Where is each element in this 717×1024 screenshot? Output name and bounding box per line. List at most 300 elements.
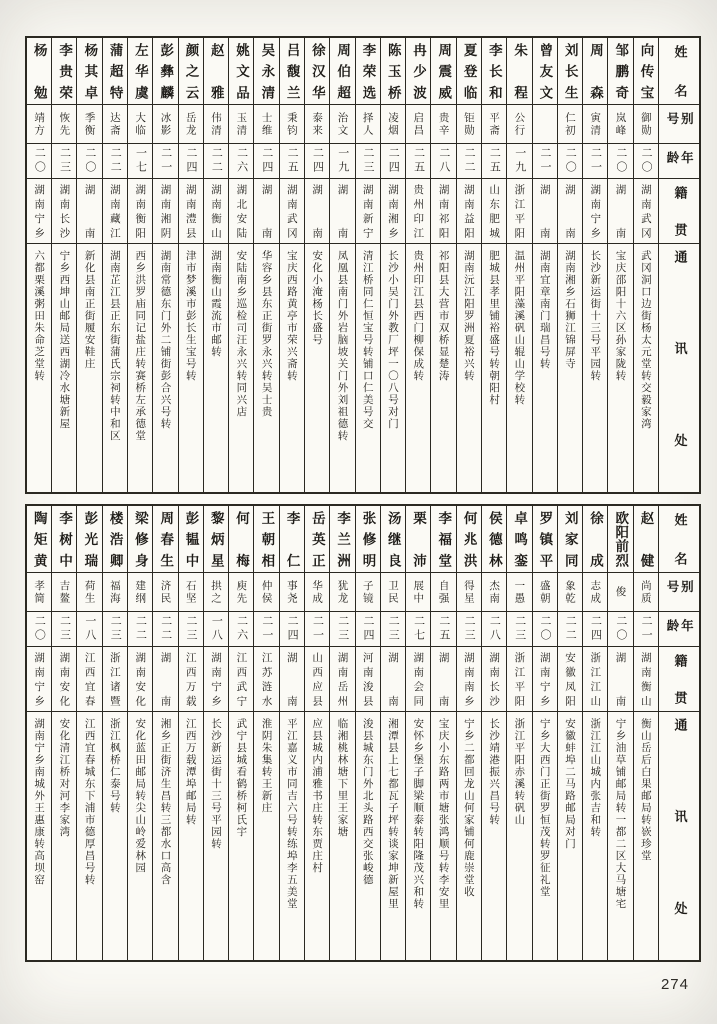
header-address-text: 通讯处	[672, 718, 688, 916]
entry-native-text: 湖南	[538, 184, 551, 238]
entry-alias-text: 志成	[589, 579, 602, 605]
entry-address-text: 贵州印江县西门柳保成转	[412, 250, 425, 382]
entry-alias-text: 平斋	[488, 111, 501, 137]
entry-name	[77, 506, 101, 573]
entry-address	[254, 244, 278, 492]
entry-age	[608, 612, 632, 647]
entry-address	[381, 712, 405, 960]
entry-address	[27, 244, 51, 492]
entry-age	[153, 612, 177, 647]
entry-native	[608, 647, 632, 712]
entry-native-text: 山西应县	[311, 652, 324, 706]
entry-column	[203, 38, 228, 492]
entry-alias-text: 石坚	[184, 579, 197, 605]
entry-address	[634, 244, 658, 492]
entry-alias-text: 俊	[614, 585, 627, 599]
entry-age	[533, 612, 557, 647]
entry-name-text: 蒲超特	[107, 43, 123, 99]
entry-address	[381, 244, 405, 492]
entry-name	[431, 506, 455, 573]
entry-address	[356, 712, 380, 960]
header-address	[659, 712, 699, 960]
entry-age	[128, 612, 152, 647]
entry-name-text: 陶矩黄	[31, 511, 47, 567]
entry-alias-text: 冰影	[159, 111, 172, 137]
entry-address-text: 安化蓝田邮局转尖山岭爱林园	[134, 718, 147, 874]
entry-address	[229, 712, 253, 960]
entry-address-text: 应县城内浦雅书庄转东贾庄村	[311, 718, 324, 874]
entry-native	[128, 647, 152, 712]
entry-alias-text: 尚质	[639, 579, 652, 605]
entry-age-text: 二一	[311, 615, 324, 643]
entry-native-text: 湖南南乡	[462, 652, 475, 706]
entry-native	[254, 647, 278, 712]
entry-native-text: 湖南祁阳	[437, 184, 450, 238]
header-age-text: 年龄	[664, 619, 694, 635]
entry-alias	[381, 573, 405, 612]
entry-address-text: 衡山岳后白果邮局转嵚珍堂	[639, 718, 652, 862]
entry-age	[179, 144, 203, 179]
entry-alias-text: 象乾	[563, 579, 576, 605]
entry-alias	[305, 105, 329, 144]
entry-alias-text: 御勋	[639, 111, 652, 137]
entry-age-text: 二〇	[83, 147, 96, 175]
entry-alias-text: 贵辛	[437, 111, 450, 137]
entry-native-text: 湖南	[260, 184, 273, 238]
entry-age-text: 二〇	[564, 147, 577, 175]
entry-native-text: 湖南武冈	[285, 184, 298, 238]
entry-name-text: 陈玉桥	[385, 43, 401, 99]
entry-native	[583, 647, 607, 712]
entry-alias	[608, 105, 632, 144]
entry-native	[153, 179, 177, 244]
entry-address-text: 湖南衡山霞流市邮转	[210, 250, 223, 358]
entry-age-text: 二一	[589, 147, 602, 175]
entry-column	[456, 38, 481, 492]
entry-age	[153, 144, 177, 179]
entry-name	[229, 506, 253, 573]
header-name	[659, 506, 699, 573]
entry-address	[280, 244, 304, 492]
entry-alias	[280, 573, 304, 612]
entry-native-text: 湖南	[311, 184, 324, 238]
entry-address	[330, 244, 354, 492]
header-name-text: 姓名	[672, 513, 688, 565]
entry-age-text: 二二	[134, 615, 147, 643]
entry-native	[558, 647, 582, 712]
entry-address	[507, 712, 531, 960]
entry-name-text: 何兆洪	[461, 511, 477, 567]
entry-native-text: 湖南	[336, 184, 349, 238]
entry-column	[228, 38, 253, 492]
entry-age	[381, 144, 405, 179]
entry-age	[27, 144, 51, 179]
entry-name-text: 彭韫中	[183, 511, 199, 567]
entry-name	[583, 506, 607, 573]
header-age-text: 年龄	[664, 151, 694, 167]
entry-age-text: 二三	[362, 147, 375, 175]
page-number: 274	[660, 976, 689, 993]
entry-name-text: 梁修身	[132, 511, 148, 567]
entry-name-text: 曾友文	[537, 43, 553, 99]
entry-name-text: 黎炳星	[208, 511, 224, 567]
entry-column	[380, 38, 405, 492]
entry-native-text: 湖南	[83, 184, 96, 238]
entry-address	[204, 244, 228, 492]
entry-address-text: 武宁县城看鹤桥柯氏宇	[235, 718, 248, 838]
entry-alias	[381, 105, 405, 144]
entry-name-text: 栗沛	[411, 511, 427, 567]
entry-name	[356, 38, 380, 105]
entry-age	[482, 612, 506, 647]
entry-address	[280, 712, 304, 960]
entry-alias	[356, 573, 380, 612]
entry-alias-text: 启昌	[412, 111, 425, 137]
entry-column	[152, 506, 177, 960]
entry-name	[330, 38, 354, 105]
entry-alias	[482, 573, 506, 612]
entry-name-text: 赵雅	[208, 43, 224, 99]
header-address-text: 通讯处	[672, 250, 688, 448]
entry-native	[356, 179, 380, 244]
entry-age	[634, 144, 658, 179]
entry-name	[153, 506, 177, 573]
entry-age-text: 二三	[185, 615, 198, 643]
entry-name-text: 姚文品	[234, 43, 250, 99]
header-name-text: 姓名	[672, 45, 688, 97]
entry-native-text: 湖南安化	[58, 652, 71, 706]
entry-column	[76, 506, 101, 960]
entry-alias-text: 盛朝	[538, 579, 551, 605]
entry-alias-text: 事尧	[285, 579, 298, 605]
entry-address	[77, 244, 101, 492]
entry-address	[583, 712, 607, 960]
entry-native-text: 湖南长沙	[488, 652, 501, 706]
entry-name	[381, 38, 405, 105]
entry-alias	[77, 573, 101, 612]
entry-age-text: 二三	[109, 615, 122, 643]
entry-age-text: 一八	[210, 615, 223, 643]
entry-alias-text: 自强	[437, 579, 450, 605]
entry-address	[179, 712, 203, 960]
entry-column	[304, 506, 329, 960]
entry-native-text: 河南浚县	[361, 652, 374, 706]
entry-name-text: 夏登临	[461, 43, 477, 99]
entry-age	[254, 612, 278, 647]
entry-alias-text: 建纲	[134, 579, 147, 605]
entry-alias-text: 玉清	[235, 111, 248, 137]
entry-column	[633, 506, 658, 960]
entry-alias	[457, 105, 481, 144]
entry-alias	[406, 573, 430, 612]
entry-name	[558, 38, 582, 105]
entry-alias	[533, 105, 557, 144]
entry-native	[229, 647, 253, 712]
entry-alias-text: 秉钧	[285, 111, 298, 137]
entry-name	[254, 38, 278, 105]
entry-age-text: 二六	[235, 615, 248, 643]
entry-native-text: 湖南益阳	[462, 184, 475, 238]
entry-native	[431, 647, 455, 712]
entry-column	[152, 38, 177, 492]
entry-native-text: 湖南宁乡	[210, 652, 223, 706]
entry-age	[27, 612, 51, 647]
entry-native	[330, 647, 354, 712]
entry-native-text: 江西万载	[184, 652, 197, 706]
entry-address-text: 宝庆小东路两市塘张鸿顺号转李安里	[437, 718, 450, 910]
entry-native	[204, 179, 228, 244]
entry-native	[381, 179, 405, 244]
entry-column	[178, 38, 203, 492]
entry-name-text: 周春生	[158, 511, 174, 567]
entry-column	[279, 38, 304, 492]
entry-alias	[431, 105, 455, 144]
entry-address	[507, 244, 531, 492]
entry-address-text: 六都栗溪粥田朱命芝堂转	[33, 250, 46, 382]
entry-column	[633, 38, 658, 492]
entry-age-text: 二三	[387, 615, 400, 643]
entry-address	[77, 712, 101, 960]
entry-name	[305, 506, 329, 573]
entry-alias	[229, 573, 253, 612]
entry-age-text: 二四	[260, 147, 273, 175]
entry-alias-text: 公行	[513, 111, 526, 137]
entry-native	[330, 179, 354, 244]
entry-native-text: 浙江诸暨	[108, 652, 121, 706]
entry-age	[356, 144, 380, 179]
entry-address	[330, 712, 354, 960]
entry-age	[52, 144, 76, 179]
entry-native	[305, 179, 329, 244]
entry-address	[356, 244, 380, 492]
entry-native	[280, 179, 304, 244]
entry-native-text: 湖南宁乡	[33, 652, 46, 706]
entry-native-text: 湖南	[563, 184, 576, 238]
entry-column	[27, 506, 51, 960]
entry-name-text: 李长和	[486, 43, 502, 99]
entry-native	[128, 179, 152, 244]
entry-age-text: 二〇	[538, 615, 551, 643]
entry-name	[608, 506, 632, 573]
entry-column	[102, 38, 127, 492]
entry-alias-text: 泰来	[311, 111, 324, 137]
entry-alias-text: 伟清	[210, 111, 223, 137]
entry-native-text: 湖南湘阴	[159, 184, 172, 238]
entry-address-text: 宁乡二都回龙山何家铺何鹿崇堂收	[462, 718, 475, 898]
entry-address	[457, 712, 481, 960]
entry-alias	[52, 573, 76, 612]
entry-address-text: 湘乡正街济生昌转三都水口高含	[159, 718, 172, 886]
entry-native-text: 湖南	[159, 652, 172, 706]
entry-address-text: 新化县南正街履安鞋庄	[83, 250, 96, 370]
entry-column	[582, 38, 607, 492]
entry-age	[103, 612, 127, 647]
entry-name-text: 颜之云	[183, 43, 199, 99]
entry-address	[52, 244, 76, 492]
entry-age	[583, 144, 607, 179]
entry-column	[532, 506, 557, 960]
entry-column	[607, 38, 632, 492]
entry-name	[634, 506, 658, 573]
entry-alias	[533, 573, 557, 612]
entry-alias	[77, 105, 101, 144]
entry-native-text: 湖南湘乡	[387, 184, 400, 238]
entry-address	[204, 712, 228, 960]
entry-alias	[128, 573, 152, 612]
entry-age-text: 二四	[387, 147, 400, 175]
entry-name-text: 左华虞	[132, 43, 148, 99]
entry-address-text: 宝庆西路黄亭市荣兴斋转	[285, 250, 298, 382]
entry-native	[356, 647, 380, 712]
entry-alias	[558, 573, 582, 612]
entry-alias	[280, 105, 304, 144]
entry-native	[431, 179, 455, 244]
entry-age	[179, 612, 203, 647]
entry-age	[406, 144, 430, 179]
entry-native-text: 湖南	[614, 652, 627, 706]
header-alias-text: 别号	[664, 580, 694, 595]
entry-name-text: 李树中	[57, 511, 73, 567]
entry-native	[583, 179, 607, 244]
entry-column	[51, 506, 76, 960]
entry-column	[405, 38, 430, 492]
entry-alias	[457, 573, 481, 612]
entry-alias	[634, 105, 658, 144]
entry-address-text: 淮阴朱集转王新庄	[260, 718, 273, 814]
entry-name-text: 何梅	[234, 511, 250, 567]
entry-address-text: 西乡洪罗庙同记盐庄转赛桥左承德堂	[134, 250, 147, 442]
entry-name	[280, 38, 304, 105]
entry-address-text: 安化小淹杨长盛号	[311, 250, 324, 346]
entry-alias-text: 华成	[311, 579, 324, 605]
entry-name	[634, 38, 658, 105]
entry-name	[507, 38, 531, 105]
entry-address-text: 长沙靖港振兴昌号转	[488, 718, 501, 826]
entry-age-text: 二三	[58, 615, 71, 643]
entry-address-text: 平江嘉义市同吉六号转练埠李五美堂	[285, 718, 298, 910]
entry-alias-text: 岳龙	[184, 111, 197, 137]
entry-address	[52, 712, 76, 960]
entry-name-text: 周伯超	[335, 43, 351, 99]
entry-address-text: 长沙新运街十三号平园转	[210, 718, 223, 850]
entry-alias	[583, 105, 607, 144]
entry-alias	[27, 105, 51, 144]
entry-address	[179, 244, 203, 492]
entry-native-text: 湖南澧县	[184, 184, 197, 238]
entry-native	[52, 647, 76, 712]
entry-alias	[507, 105, 531, 144]
entry-age	[103, 144, 127, 179]
entry-address-text: 浙江平阳赤溪转矾山	[513, 718, 526, 826]
entry-age	[482, 144, 506, 179]
entry-column	[456, 506, 481, 960]
entry-address	[482, 244, 506, 492]
entry-age	[634, 612, 658, 647]
entry-age	[280, 612, 304, 647]
entry-native-text: 湖南岳州	[336, 652, 349, 706]
entry-age-text: 二七	[412, 615, 425, 643]
entry-native-text: 浙江平阳	[513, 184, 526, 238]
entry-native	[77, 647, 101, 712]
entry-name	[558, 506, 582, 573]
entry-native-text: 湖南安化	[134, 652, 147, 706]
entry-alias	[52, 105, 76, 144]
entry-alias-text: 岚峰	[614, 111, 627, 137]
entry-age-text: 二四	[362, 615, 375, 643]
entry-age	[77, 612, 101, 647]
entry-address	[153, 712, 177, 960]
entry-native	[507, 179, 531, 244]
entry-name-text: 张修明	[360, 511, 376, 567]
entry-alias	[204, 573, 228, 612]
header-address	[659, 244, 699, 492]
entry-native-text: 湖南宁乡	[538, 652, 551, 706]
entry-native	[533, 647, 557, 712]
entry-native-text: 浙江江山	[589, 652, 602, 706]
entry-address-text: 湖南沅江阳罗洲夏裕兴转	[462, 250, 475, 382]
entry-name-text: 冉少波	[411, 43, 427, 99]
entry-native	[179, 647, 203, 712]
entry-age-text: 二一	[260, 615, 273, 643]
entry-column	[532, 38, 557, 492]
entry-address	[305, 244, 329, 492]
entry-address	[558, 244, 582, 492]
entry-alias	[254, 573, 278, 612]
entry-native	[229, 179, 253, 244]
entry-column	[203, 506, 228, 960]
header-native	[659, 647, 699, 712]
entry-alias-text: 卫民	[387, 579, 400, 605]
entry-name-text: 徐汉华	[309, 43, 325, 99]
entry-address-text: 温州平阳藻溪矾山辊山学校转	[513, 250, 526, 406]
entry-column	[253, 38, 278, 492]
entry-address-text: 湖南湘乡石狮江锦屏寺	[563, 250, 576, 370]
entry-age-text: 二六	[235, 147, 248, 175]
entry-alias-text: 得星	[462, 579, 475, 605]
entry-native	[204, 647, 228, 712]
entry-address	[406, 712, 430, 960]
entry-alias	[254, 105, 278, 144]
entry-name-text: 吴永清	[259, 43, 275, 99]
entry-name-text: 李福堂	[436, 511, 452, 567]
entry-name	[52, 506, 76, 573]
entry-alias	[356, 105, 380, 144]
entry-age	[204, 144, 228, 179]
entry-age-text: 二三	[58, 147, 71, 175]
entry-column	[355, 506, 380, 960]
entry-age	[204, 612, 228, 647]
entry-age	[583, 612, 607, 647]
entry-column	[127, 38, 152, 492]
entry-alias-text: 杰南	[488, 579, 501, 605]
entry-alias	[153, 573, 177, 612]
entry-address-text: 湖南芷江县正东街蒲氏宗祠转中和区	[108, 250, 121, 442]
entry-native	[634, 647, 658, 712]
entry-age	[52, 612, 76, 647]
entry-age	[280, 144, 304, 179]
entry-age-text: 二二	[564, 615, 577, 643]
entry-address	[229, 244, 253, 492]
entry-address	[103, 244, 127, 492]
entry-column	[430, 506, 455, 960]
entry-age-text: 二八	[488, 615, 501, 643]
entry-native-text: 湖南	[614, 184, 627, 238]
entry-age-text: 二四	[311, 147, 324, 175]
entry-alias	[229, 105, 253, 144]
entry-age-text: 二二	[210, 147, 223, 175]
entry-address-text: 宝庆邵阳十六区孙家陇转	[614, 250, 627, 382]
entry-age	[77, 144, 101, 179]
